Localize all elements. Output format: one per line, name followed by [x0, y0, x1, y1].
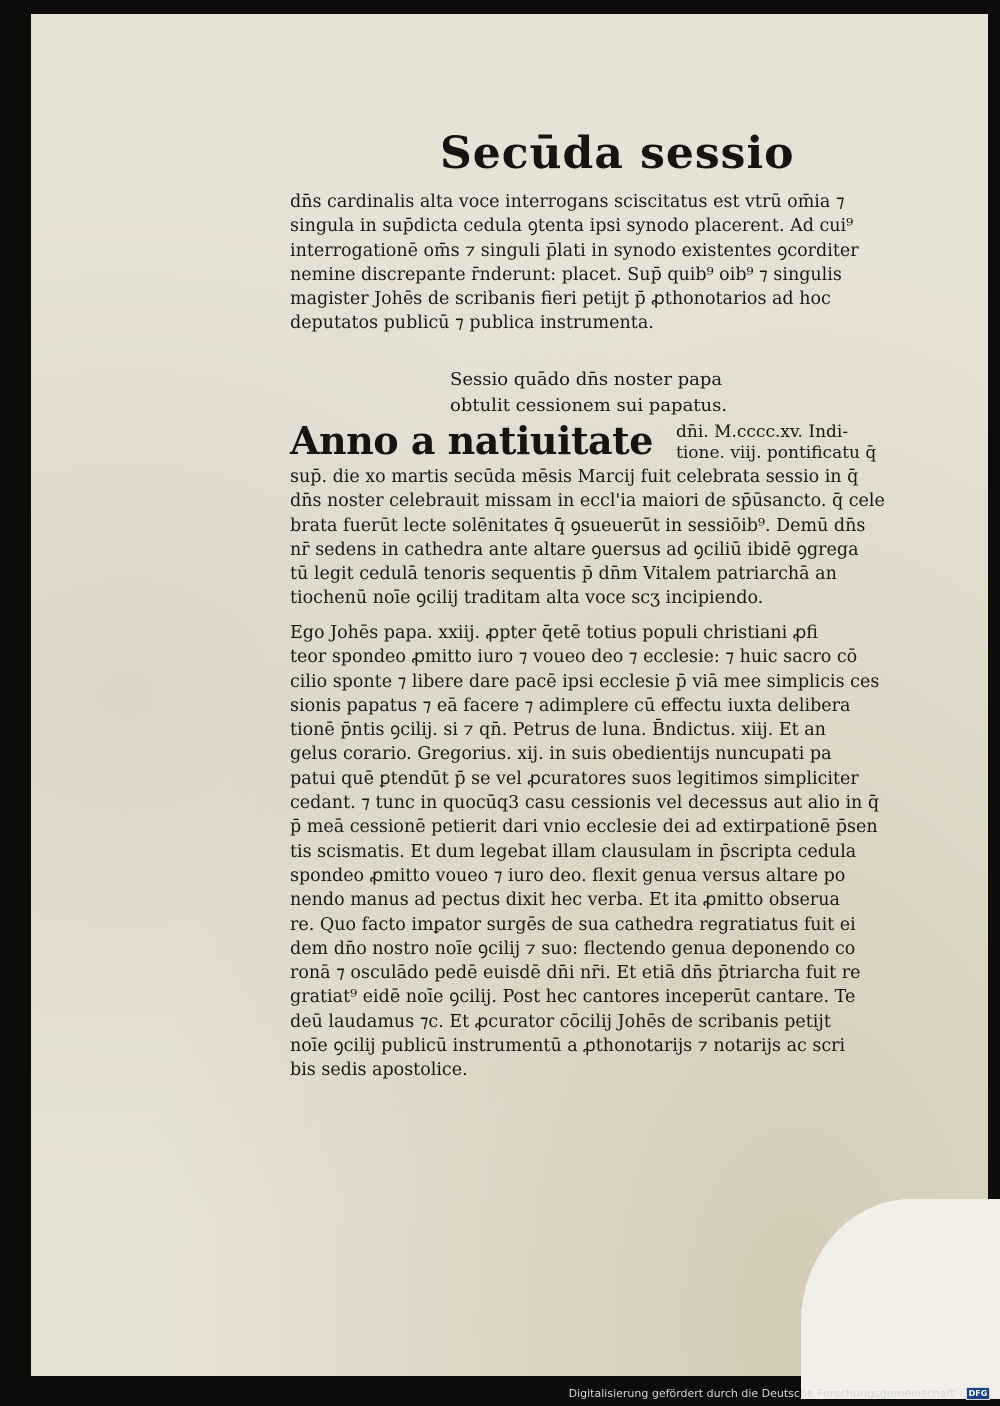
text-line: cilio sponte ⁊ libere dare pacē ipsi ecclesie p̄ viā mee simplicis ces: [290, 671, 880, 692]
paragraph-2: [290, 465, 910, 611]
text-line: teor spondeo ꝓmitto iuro ⁊ voueo deo ⁊ ecclesie: ⁊ huic sacro cō: [290, 647, 858, 668]
text-line: patui quē ꝑtendūt p̄ se vel ꝓcuratores suos legitimos simpliciter: [290, 768, 859, 789]
section-heading: Secūda sessio: [440, 128, 795, 179]
initial-continuation: [676, 422, 916, 464]
page-stain: [801, 1199, 1000, 1399]
text-line: deū laudamus ⁊c. Et ꝓcurator cōcilij Johēs de scribanis petijt: [290, 1011, 831, 1032]
text-line: ronā ⁊ osculādo pedē euisdē dn̄i nr̄i. Et etiā dn̄s p̄triarcha fuit re: [290, 963, 861, 984]
text-line: dn̄s cardinalis alta voce interrogans sciscitatus est vtrū om̄ia ⁊: [290, 192, 845, 212]
text-line: sionis papatus ⁊ eā facere ⁊ adimplere cū effectu iuxta delibera: [290, 695, 851, 716]
text-line: tū legit cedulā tenoris sequentis p̄ dn̄m Vitalem patriarchā an: [290, 564, 837, 585]
footer-credit-text: Digitalisierung gefördert durch die Deutsche Forschungsgemeinschaft -: [568, 1387, 962, 1400]
text-line: dn̄s noster celebrauit missam in eccl'ia maiori de sp̄ūsancto. q̄ cele: [290, 491, 885, 512]
text-line: sup̄. die xo martis secūda mēsis Marcij fuit celebrata sessio in q̄: [290, 467, 859, 487]
text-line: Ego Johēs papa. xxiij. ꝓpter q̄etē totius populi christiani ꝓfi: [290, 623, 818, 643]
subheading: [450, 367, 770, 419]
text-line: gelus corario. Gregorius. xij. in suis obedientijs nuncupati pa: [290, 744, 832, 765]
text-line: tionē p̄ntis ꝯcilij. si ⁊ qn̄. Petrus de luna. B̄ndictus. xiij. Et an: [290, 720, 826, 741]
paragraph-1: [290, 190, 910, 336]
text-line: magister Johēs de scribanis fieri petijt p̄ ꝓthonotarios ad hoc: [290, 289, 831, 310]
text-line: tiochenū noīe ꝯcilij traditam alta voce scʒ incipiendo.: [290, 588, 764, 609]
text-line: singula in sup̄dicta cedula ꝯtenta ipsi synodo placerent. Ad cui⁹: [290, 216, 854, 237]
text-line: tione. viij. pontificatu q̄: [676, 443, 877, 463]
text-line: tis scismatis. Et dum legebat illam clausulam in p̄scripta cedula: [290, 841, 857, 862]
footer-credit: [569, 1387, 990, 1400]
text-line: gratiat⁹ eidē noīe ꝯcilij. Post hec cantores inceperūt cantare. Te: [290, 987, 856, 1008]
text-line: nr̄ sedens in cathedra ante altare ꝯuersus ad ꝯciliū ibidē ꝯgrega: [290, 539, 859, 560]
dfg-logo: DFG: [966, 1387, 990, 1400]
text-line: spondeo ꝓmitto voueo ⁊ iuro deo. flexit genua versus altare po: [290, 865, 846, 886]
text-line: interrogationē om̄s ⁊ singuli p̄lati in synodo existentes ꝯcorditer: [290, 240, 859, 261]
text-line: dem dn̄o nostro noīe ꝯcilij ⁊ suo: flectendo genua deponendo co: [290, 938, 856, 959]
text-line: dn̄i. M.cccc.xv. Indi-: [676, 422, 849, 442]
subheading-line: obtulit cessionem sui papatus.: [450, 395, 728, 416]
text-line: nendo manus ad pectus dixit hec verba. Et ita ꝓmitto obserua: [290, 890, 840, 911]
text-line: nemine discrepante r̄nderunt: placet. Sup̄ quib⁹ oib⁹ ⁊ singulis: [290, 264, 842, 285]
text-line: noīe ꝯcilij publicū instrumentū a ꝓthonotarijs ⁊ notarijs ac scri: [290, 1036, 846, 1057]
text-line: deputatos publicū ⁊ publica instrumenta.: [290, 313, 654, 334]
subheading-line: Sessio quādo dn̄s noster papa: [450, 369, 723, 390]
initial-words: Anno a natiuitate: [290, 418, 653, 463]
paragraph-3: [290, 621, 910, 1083]
text-line: re. Quo facto imꝑator surgēs de sua cathedra regratiatus fuit ei: [290, 914, 856, 935]
text-line: cedant. ⁊ tunc in quocūq3 casu cessionis vel decessus aut alio in q̄: [290, 793, 880, 814]
text-line: bis sedis apostolice.: [290, 1060, 468, 1081]
text-line: p̄ meā cessionē petierit dari vnio ecclesie dei ad extirpationē p̄sen: [290, 817, 878, 838]
text-line: brata fuerūt lecte solēnitates q̄ ꝯsueuerūt in sessiōib⁹. Demū dn̄s: [290, 515, 866, 536]
